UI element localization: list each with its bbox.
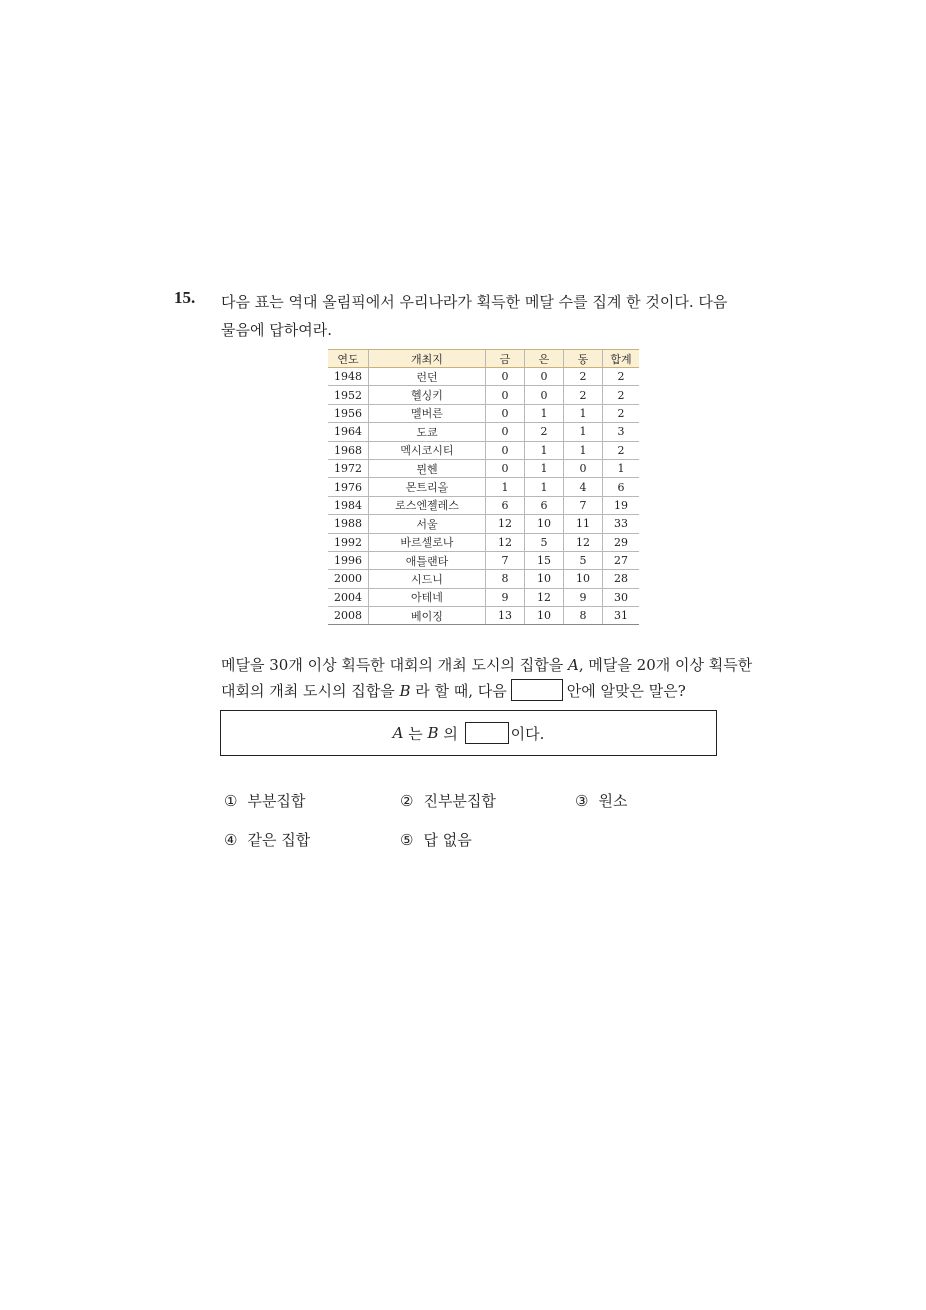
- para-text-2a: 대회의 개최 도시의 집합을: [221, 682, 400, 700]
- stem-line-1: 다음 표는 역대 올림픽에서 우리나라가 획득한 메달 수를 집계 한 것이다. 다음: [221, 293, 728, 311]
- cell-total: 2: [603, 404, 640, 422]
- choice-2[interactable]: [400, 790, 496, 811]
- header-silver: 은: [525, 350, 564, 368]
- answer-blank-box: [465, 722, 509, 744]
- choice-1[interactable]: [224, 790, 305, 811]
- choice-1-mark: ①: [224, 792, 238, 810]
- header-year: 연도: [328, 350, 369, 368]
- choice-2-mark: ②: [400, 792, 414, 810]
- cell-silver: 6: [525, 496, 564, 514]
- box-set-b: B: [427, 724, 439, 742]
- cell-year: 1968: [328, 441, 369, 459]
- cell-total: 6: [603, 478, 640, 496]
- table-row: [328, 607, 639, 625]
- table-row: [328, 533, 639, 551]
- cell-gold: 12: [486, 533, 525, 551]
- cell-bronze: 5: [564, 551, 603, 569]
- box-set-a: A: [392, 724, 404, 742]
- box-text-2: 의: [438, 724, 463, 743]
- table-header-row: [328, 350, 639, 368]
- cell-host-city: 몬트리올: [369, 478, 486, 496]
- header-host-city: 개최지: [369, 350, 486, 368]
- cell-year: 2004: [328, 588, 369, 606]
- paragraph-line-2: [221, 678, 761, 704]
- cell-host-city: 바르셀로나: [369, 533, 486, 551]
- cell-gold: 0: [486, 441, 525, 459]
- choice-3-mark: ③: [575, 792, 589, 810]
- cell-bronze: 2: [564, 368, 603, 386]
- problem-paragraph: [221, 652, 761, 704]
- cell-bronze: 1: [564, 423, 603, 441]
- cell-total: 29: [603, 533, 640, 551]
- cell-year: 1948: [328, 368, 369, 386]
- choice-2-text: 진부분집합: [423, 792, 496, 810]
- cell-year: 2000: [328, 570, 369, 588]
- cell-host-city: 서울: [369, 515, 486, 533]
- cell-total: 2: [603, 441, 640, 459]
- cell-host-city: 헬싱키: [369, 386, 486, 404]
- cell-gold: 0: [486, 386, 525, 404]
- choice-3-text: 원소: [598, 792, 628, 810]
- choice-5-text: 답 없음: [423, 831, 472, 849]
- cell-host-city: 도쿄: [369, 423, 486, 441]
- choice-1-text: 부분집합: [247, 792, 306, 810]
- question-number: 15.: [174, 288, 196, 307]
- choice-4-text: 같은 집합: [247, 831, 311, 849]
- cell-year: 1988: [328, 515, 369, 533]
- question-stem: [221, 288, 751, 344]
- cell-silver: 1: [525, 441, 564, 459]
- table-row: [328, 588, 639, 606]
- table-body: [328, 368, 639, 625]
- cell-host-city: 뮌헨: [369, 459, 486, 477]
- cell-host-city: 로스엔젤레스: [369, 496, 486, 514]
- table-row: [328, 551, 639, 569]
- cell-bronze: 11: [564, 515, 603, 533]
- medal-table: [328, 349, 639, 625]
- table-row: [328, 368, 639, 386]
- cell-bronze: 1: [564, 404, 603, 422]
- cell-gold: 8: [486, 570, 525, 588]
- cell-total: 33: [603, 515, 640, 533]
- cell-host-city: 베이징: [369, 607, 486, 625]
- cell-host-city: 애틀랜타: [369, 551, 486, 569]
- cell-bronze: 4: [564, 478, 603, 496]
- set-b-symbol: B: [399, 682, 411, 700]
- cell-host-city: 멜버른: [369, 404, 486, 422]
- cell-year: 1964: [328, 423, 369, 441]
- box-text-3: 이다.: [510, 724, 545, 743]
- para-text-2c: 안에 알맞은 말은?: [566, 682, 686, 700]
- table-row: [328, 423, 639, 441]
- table-row: [328, 441, 639, 459]
- cell-total: 30: [603, 588, 640, 606]
- cell-gold: 12: [486, 515, 525, 533]
- cell-bronze: 9: [564, 588, 603, 606]
- header-gold: 금: [486, 350, 525, 368]
- cell-year: 1992: [328, 533, 369, 551]
- box-text-1: 는: [403, 724, 428, 743]
- cell-host-city: 아테네: [369, 588, 486, 606]
- choice-3[interactable]: [575, 790, 627, 811]
- cell-bronze: 10: [564, 570, 603, 588]
- cell-total: 2: [603, 368, 640, 386]
- cell-total: 1: [603, 459, 640, 477]
- table-row: [328, 404, 639, 422]
- set-a-symbol: A: [568, 656, 579, 674]
- choice-4-mark: ④: [224, 831, 238, 849]
- table-row: [328, 570, 639, 588]
- cell-silver: 0: [525, 368, 564, 386]
- cell-bronze: 2: [564, 386, 603, 404]
- cell-silver: 10: [525, 570, 564, 588]
- cell-bronze: 8: [564, 607, 603, 625]
- cell-gold: 13: [486, 607, 525, 625]
- cell-silver: 10: [525, 515, 564, 533]
- cell-total: 31: [603, 607, 640, 625]
- cell-bronze: 7: [564, 496, 603, 514]
- para-text-1a: 메달을 30개 이상 획득한 대회의 개최 도시의 집합을: [221, 656, 569, 674]
- para-text-2b: 라 할 때, 다음: [410, 682, 507, 700]
- statement-box: [220, 710, 717, 756]
- cell-silver: 1: [525, 404, 564, 422]
- cell-gold: 0: [486, 368, 525, 386]
- cell-host-city: 멕시코시티: [369, 441, 486, 459]
- cell-gold: 0: [486, 423, 525, 441]
- cell-year: 1956: [328, 404, 369, 422]
- cell-silver: 0: [525, 386, 564, 404]
- cell-gold: 9: [486, 588, 525, 606]
- cell-total: 19: [603, 496, 640, 514]
- header-total: 합계: [603, 350, 640, 368]
- choice-5[interactable]: [400, 829, 472, 850]
- table-row: [328, 386, 639, 404]
- para-text-1b: , 메달을 20개 이상 획득한: [578, 656, 753, 674]
- table-row: [328, 496, 639, 514]
- cell-silver: 12: [525, 588, 564, 606]
- cell-year: 1952: [328, 386, 369, 404]
- header-bronze: 동: [564, 350, 603, 368]
- cell-host-city: 시드니: [369, 570, 486, 588]
- cell-gold: 7: [486, 551, 525, 569]
- cell-total: 2: [603, 386, 640, 404]
- cell-silver: 10: [525, 607, 564, 625]
- cell-silver: 5: [525, 533, 564, 551]
- choice-5-mark: ⑤: [400, 831, 414, 849]
- cell-silver: 1: [525, 459, 564, 477]
- cell-gold: 1: [486, 478, 525, 496]
- paragraph-line-1: [221, 652, 761, 678]
- cell-silver: 2: [525, 423, 564, 441]
- table-row: [328, 515, 639, 533]
- cell-silver: 15: [525, 551, 564, 569]
- cell-gold: 0: [486, 404, 525, 422]
- choice-4[interactable]: [224, 829, 310, 850]
- cell-bronze: 0: [564, 459, 603, 477]
- cell-year: 1996: [328, 551, 369, 569]
- cell-gold: 0: [486, 459, 525, 477]
- cell-host-city: 런던: [369, 368, 486, 386]
- cell-gold: 6: [486, 496, 525, 514]
- cell-year: 1984: [328, 496, 369, 514]
- cell-total: 28: [603, 570, 640, 588]
- stem-line-2: 물음에 답하여라.: [221, 321, 332, 339]
- cell-year: 1972: [328, 459, 369, 477]
- cell-total: 3: [603, 423, 640, 441]
- blank-placeholder-inline: [511, 679, 563, 701]
- cell-year: 2008: [328, 607, 369, 625]
- cell-bronze: 1: [564, 441, 603, 459]
- cell-bronze: 12: [564, 533, 603, 551]
- cell-year: 1976: [328, 478, 369, 496]
- table-row: [328, 478, 639, 496]
- cell-total: 27: [603, 551, 640, 569]
- cell-silver: 1: [525, 478, 564, 496]
- table-row: [328, 459, 639, 477]
